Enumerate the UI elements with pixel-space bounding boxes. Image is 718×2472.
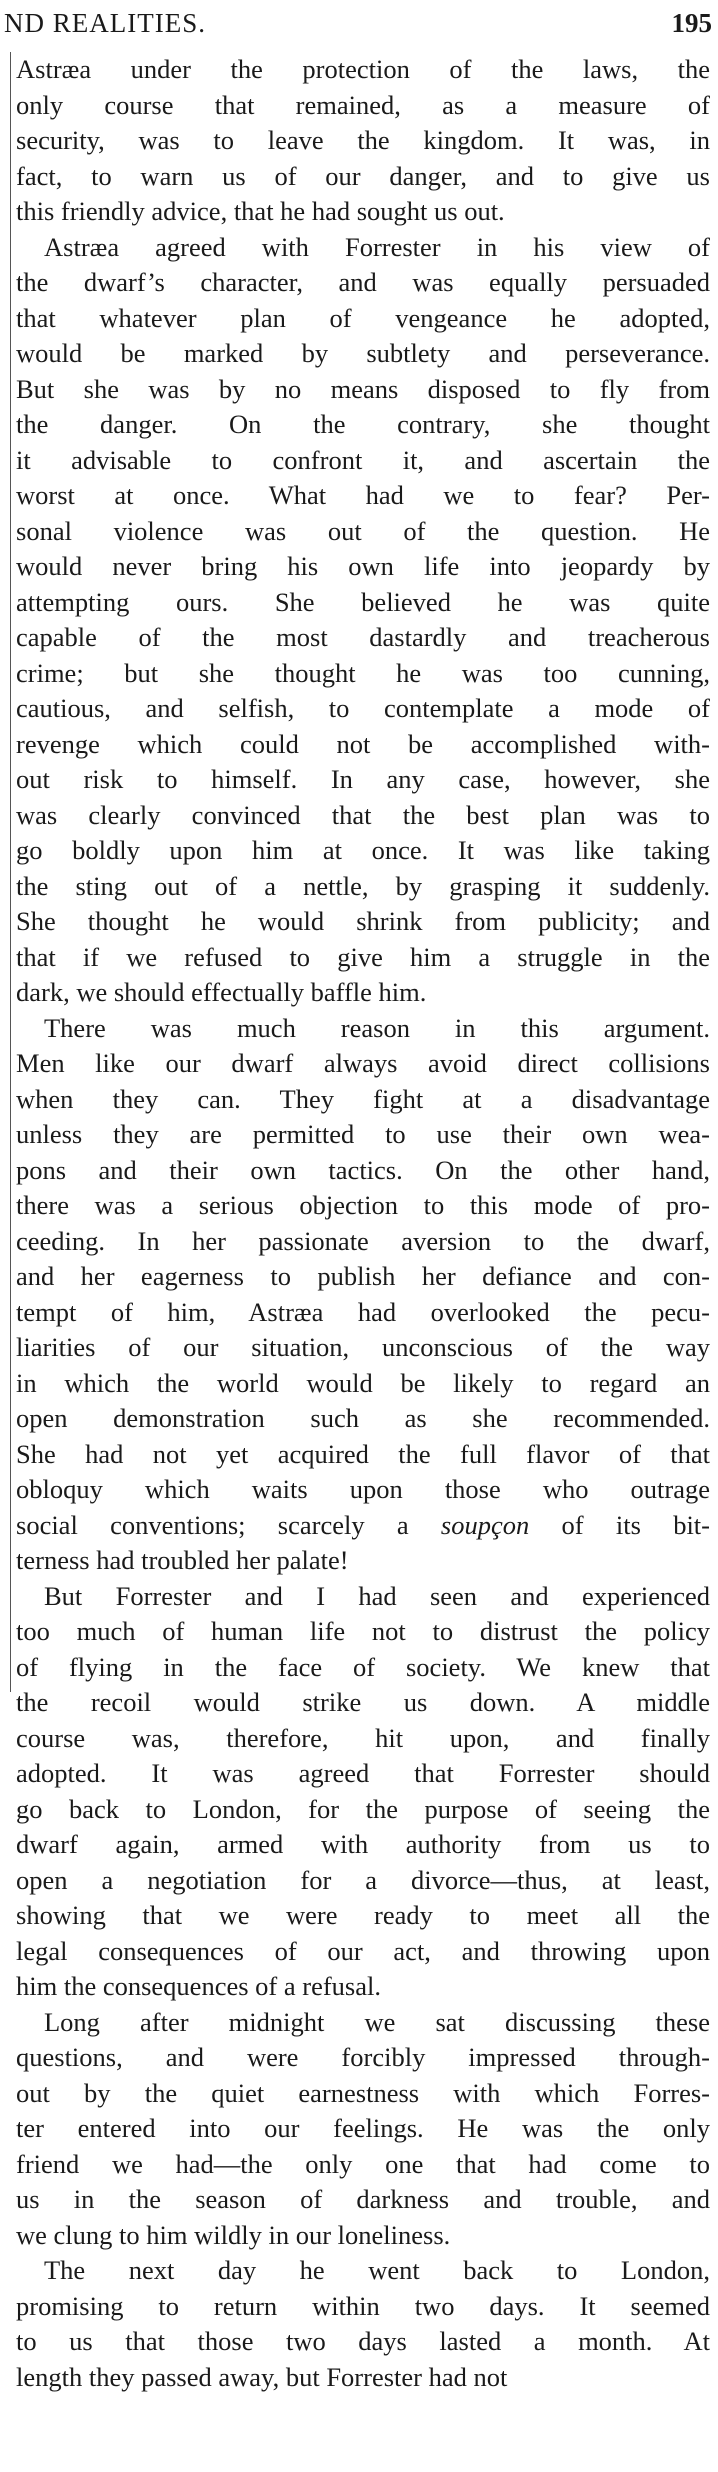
text-line: crime; but she thought he was too cunning,	[16, 657, 710, 688]
running-head-title: ND REALITIES.	[4, 8, 206, 38]
text-line: Long after midnight we sat discussing these	[44, 2006, 710, 2037]
text-line: dark, we should effectually baffle him.	[16, 977, 427, 1007]
paragraph	[16, 2253, 710, 2395]
text-line: only course that remained, as a measure of	[16, 89, 710, 120]
text-line: out risk to himself. In any case, however, she	[16, 764, 710, 794]
text-line: capable of the most dastardly and treacherous	[16, 622, 710, 652]
text-line: sonal violence was out of the question. He	[16, 515, 710, 546]
text-line: worst at once. What had we to fear? Per-	[16, 480, 710, 510]
text-line: out by the quiet earnestness with which Forres-	[16, 2077, 710, 2108]
text-line: there was a serious objection to this mode of pro-	[16, 1190, 710, 1220]
text-line: too much of human life not to distrust the policy	[16, 1616, 710, 1646]
text-line: we clung to him wildly in our loneliness.	[16, 2219, 451, 2250]
running-head	[0, 8, 718, 48]
paragraph	[16, 1011, 710, 1579]
text-line: length they passed away, but Forrester had not	[16, 2361, 508, 2392]
text-column	[16, 52, 710, 2395]
paragraph	[16, 52, 710, 230]
text-line: the recoil would strike us down. A middle	[16, 1687, 710, 1717]
text-line: adopted. It was agreed that Forrester should	[16, 1758, 710, 1788]
text-line: obloquy which waits upon those who outrage	[16, 1474, 710, 1504]
page-number: 195	[671, 8, 712, 38]
text-line: that whatever plan of vengeance he adopted,	[16, 302, 710, 333]
text-line: it advisable to confront it, and ascertain the	[16, 444, 710, 475]
text-line: open demonstration such as she recommended.	[16, 1403, 710, 1433]
text-line: liarities of our situation, unconscious of the way	[16, 1332, 710, 1362]
text-line: course was, therefore, hit upon, and finally	[16, 1722, 710, 1753]
text-line: pons and their own tactics. On the other hand,	[16, 1154, 710, 1185]
text-line: would never bring his own life into jeopardy by	[16, 551, 710, 581]
text-line: would be marked by subtlety and perseverance.	[16, 338, 710, 368]
text-line: legal consequences of our act, and throwing upon	[16, 1935, 710, 1966]
text-line: this friendly advice, that he had sought us out.	[16, 196, 505, 226]
text-line: dwarf again, armed with authority from us to	[16, 1829, 710, 1859]
text-line: in which the world would be likely to regard an	[16, 1367, 710, 1398]
text-line: social conventions; scarcely a soupçon of its bit-	[16, 1509, 710, 1540]
text-line: She thought he would shrink from publicity; and	[16, 906, 710, 936]
text-line: us in the season of darkness and trouble, and	[16, 2184, 710, 2214]
text-line: cautious, and selfish, to contemplate a mode of	[16, 693, 710, 723]
column-rule	[10, 52, 11, 1692]
text-line: that if we refused to give him a struggle in the	[16, 941, 710, 972]
text-line: him the consequences of a refusal.	[16, 1971, 381, 2001]
text-line: the dwarf’s character, and was equally persuaded	[16, 267, 710, 297]
text-line: promising to return within two days. It seemed	[16, 2290, 710, 2321]
text-line: and her eagerness to publish her defiance and con-	[16, 1261, 710, 1291]
text-line: ceeding. In her passionate aversion to the dwarf,	[16, 1225, 710, 1256]
text-line: tempt of him, Astræa had overlooked the pecu-	[16, 1296, 710, 1327]
text-line: showing that we were ready to meet all the	[16, 1900, 710, 1930]
text-line: the danger. On the contrary, she thought	[16, 409, 710, 439]
text-line: when they can. They fight at a disadvantage	[16, 1083, 710, 1114]
text-line: ter entered into our feelings. He was the only	[16, 2113, 710, 2143]
text-line: to us that those two days lasted a month. At	[16, 2326, 710, 2356]
text-line: Astræa agreed with Forrester in his view of	[44, 231, 710, 262]
text-line: fact, to warn us of our danger, and to give us	[16, 160, 710, 191]
italic-word: soupçon	[440, 1509, 530, 1540]
paragraph	[16, 2005, 710, 2254]
text-line: There was much reason in this argument.	[44, 1012, 710, 1043]
text-line: terness had troubled her palate!	[16, 1545, 349, 1575]
text-line: security, was to leave the kingdom. It was, in	[16, 125, 710, 155]
text-line: But she was by no means disposed to fly from	[16, 373, 710, 404]
text-line: the sting out of a nettle, by grasping it suddenly.	[16, 870, 710, 901]
text-line: attempting ours. She believed he was quite	[16, 586, 710, 617]
text-line: questions, and were forcibly impressed through-	[16, 2042, 710, 2072]
text-line: She had not yet acquired the full flavor of that	[16, 1438, 710, 1469]
text-line: But Forrester and I had seen and experienced	[44, 1580, 710, 1611]
text-line: revenge which could not be accomplished with-	[16, 728, 710, 759]
text-line: open a negotiation for a divorce—thus, at least,	[16, 1864, 710, 1895]
text-line: Astræa under the protection of the laws, the	[16, 54, 710, 84]
text-line: friend we had—the only one that had come to	[16, 2148, 710, 2179]
text-line: go boldly upon him at once. It was like taking	[16, 835, 710, 865]
text-line: The next day he went back to London,	[44, 2255, 710, 2285]
paragraph	[16, 230, 710, 1011]
text-line: of flying in the face of society. We knew that	[16, 1651, 710, 1682]
text-line: unless they are permitted to use their own wea-	[16, 1119, 710, 1149]
text-line: was clearly convinced that the best plan was to	[16, 799, 710, 830]
text-line: go back to London, for the purpose of seeing the	[16, 1793, 710, 1824]
paragraph	[16, 1579, 710, 2005]
text-line: Men like our dwarf always avoid direct collisions	[16, 1048, 710, 1078]
